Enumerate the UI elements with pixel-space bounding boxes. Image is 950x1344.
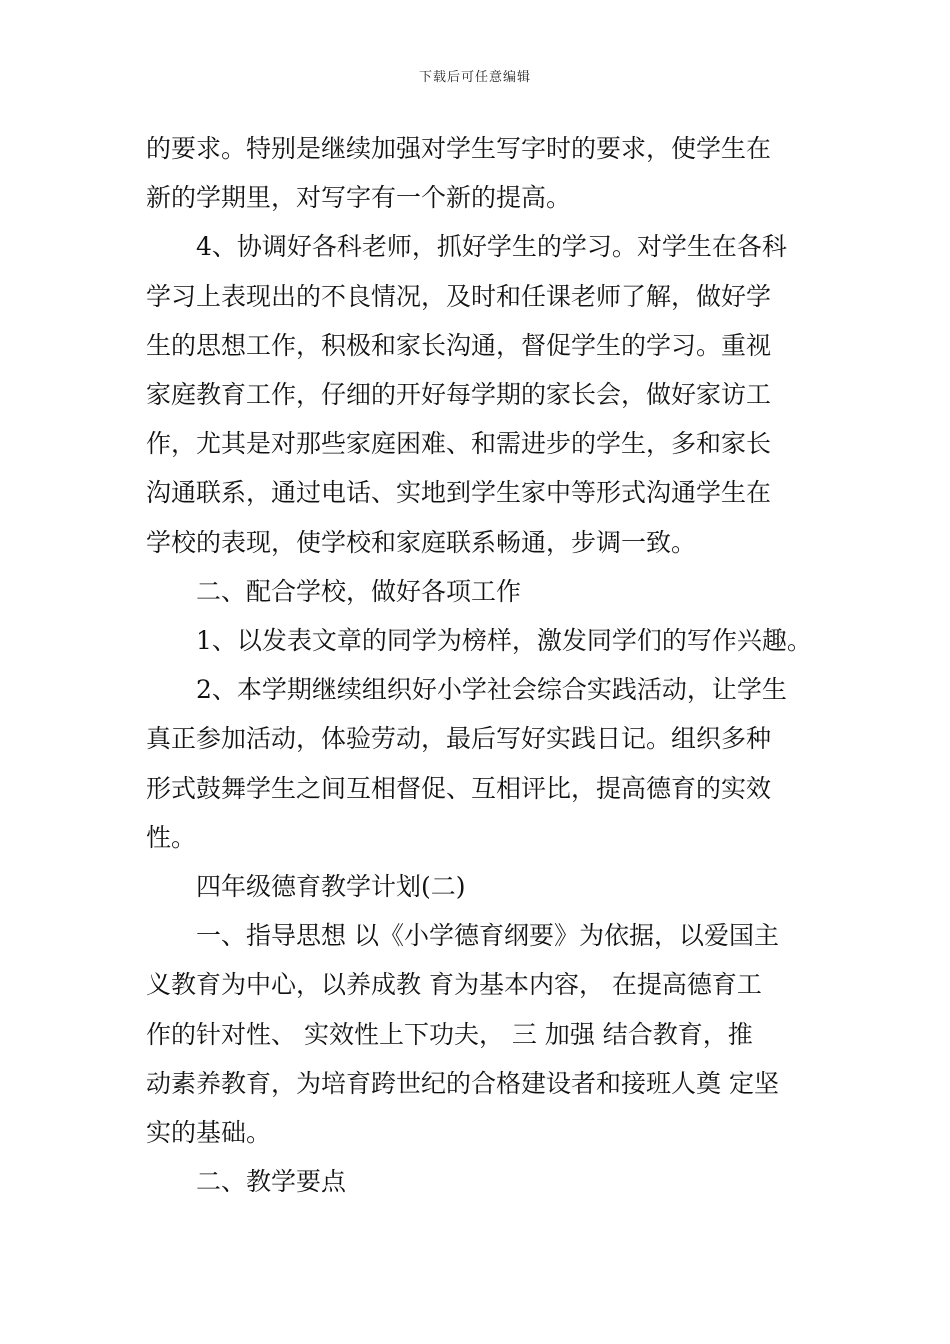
text-line: 真正参加活动，体验劳动，最后写好实践日记。组织多种 (146, 724, 772, 754)
text-line: 义教育为中心，以养成教 育为基本内容， 在提高德育工 (146, 970, 762, 1000)
text-line: 学习上表现出的不良情况，及时和任课老师了解，做好学 (146, 281, 772, 311)
text-line: 一、指导思想 以《小学德育纲要》为依据，以爱国主 (196, 921, 779, 951)
text-line: 沟通联系，通过电话、实地到学生家中等形式沟通学生在 (146, 478, 772, 508)
text-line: 作的针对性、 实效性上下功夫， 三 加强 结合教育，推 (146, 1019, 753, 1049)
document-body (146, 124, 812, 1206)
section-heading: 二、配合学校，做好各项工作 (196, 576, 522, 606)
text-line: 实的基础。 (146, 1118, 272, 1148)
text-line: 形式鼓舞学生之间互相督促、互相评比，提高德育的实效 (146, 773, 772, 803)
text-line: 的要求。特别是继续加强对学生写字时的要求，使学生在 (146, 134, 772, 163)
text-line: 4、协调好各科老师，抓好学生的学习。对学生在各科 (196, 232, 787, 262)
page-header: 下载后可任意编辑 (418, 70, 531, 85)
text-line: 1、以发表文章的同学为榜样，激发同学们的写作兴趣。 (196, 626, 812, 656)
text-line: 新的学期里，对写字有一个新的提高。 (146, 183, 572, 213)
text-line: 学校的表现，使学校和家庭联系畅通，步调一致。 (146, 527, 697, 557)
document-title: 四年级德育教学计划(二) (196, 872, 466, 902)
text-line: 作，尤其是对那些家庭困难、和需进步的学生，多和家长 (146, 429, 772, 459)
text-line: 2、本学期继续组织好小学社会综合实践活动，让学生 (196, 675, 787, 705)
text-line: 动素养教育，为培育跨世纪的合格建设者和接班人奠 定坚 (146, 1068, 779, 1098)
text-line: 性。 (146, 822, 197, 852)
text-line: 生的思想工作，积极和家长沟通，督促学生的学习。重视 (146, 330, 772, 360)
text-line: 家庭教育工作，仔细的开好每学期的家长会，做好家访工 (146, 380, 772, 410)
section-heading: 二、教学要点 (196, 1167, 347, 1197)
